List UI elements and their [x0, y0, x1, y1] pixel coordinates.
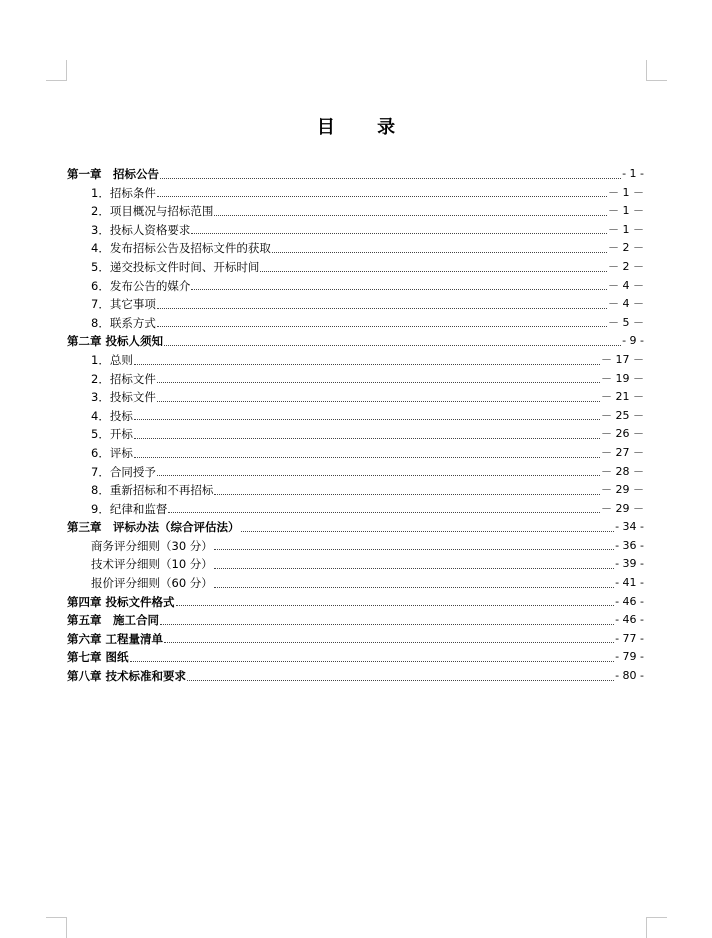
toc-page-number: - 41 - — [615, 576, 644, 590]
toc-page-number: － 25 － — [601, 408, 644, 422]
page-corner-mark-bottom-left — [46, 917, 67, 938]
toc-entry-section[interactable] — [67, 295, 644, 314]
toc-page-number: － 1 － — [608, 222, 644, 236]
toc-page-number: － 5 － — [608, 315, 644, 329]
toc-entry-title: 第六章 工程量清单 — [67, 631, 164, 646]
toc-page-number: － 2 － — [608, 259, 644, 273]
toc-dot-leader — [191, 288, 607, 290]
toc-entry-title: 4．投标 — [91, 408, 133, 423]
toc-dot-leader — [160, 177, 621, 179]
toc-entry-section[interactable] — [67, 202, 644, 221]
toc-page-number: － 4 － — [608, 297, 644, 311]
toc-dot-leader — [134, 456, 600, 458]
toc-page-number: － 19 － — [601, 371, 644, 385]
toc-dot-leader — [130, 660, 615, 662]
toc-page-number: － 17 － — [601, 352, 644, 366]
toc-page-number: - 34 - — [615, 520, 644, 534]
toc-entry-section[interactable] — [67, 388, 644, 407]
toc-entry-title: 8．重新招标和不再招标 — [91, 483, 214, 498]
toc-entry-title: 第七章 图纸 — [67, 650, 129, 665]
toc-entry-chapter[interactable] — [67, 593, 644, 612]
toc-entry-title: 1．总则 — [91, 352, 133, 367]
toc-dot-leader — [157, 474, 600, 476]
toc-entry-title: 第八章 技术标准和要求 — [67, 669, 187, 684]
toc-entry-section[interactable] — [67, 444, 644, 463]
toc-entry-title: 7．合同授予 — [91, 464, 156, 479]
toc-page-number: － 2 － — [608, 241, 644, 255]
toc-page-number: － 1 － — [608, 185, 644, 199]
toc-dot-leader — [157, 400, 600, 402]
toc-entry-chapter[interactable] — [67, 648, 644, 667]
toc-entry-title: 4．发布招标公告及招标文件的获取 — [91, 241, 271, 256]
toc-page-number: - 46 - — [615, 613, 644, 627]
toc-dot-leader — [134, 363, 600, 365]
toc-entry-chapter[interactable] — [67, 165, 644, 184]
toc-entry-section[interactable] — [67, 239, 644, 258]
toc-entry-title: 3．投标人资格要求 — [91, 222, 191, 237]
toc-entry-chapter[interactable] — [67, 611, 644, 630]
table-of-contents — [67, 165, 644, 686]
page-corner-mark-top-right — [646, 60, 667, 81]
toc-page-number: － 27 － — [601, 445, 644, 459]
toc-entry-title: 8．联系方式 — [91, 315, 156, 330]
toc-entry-section[interactable] — [67, 277, 644, 296]
toc-page-number: － 4 － — [608, 278, 644, 292]
toc-entry-chapter[interactable] — [67, 518, 644, 537]
toc-entry-title: 5．开标 — [91, 427, 133, 442]
toc-entry-title: 第四章 投标文件格式 — [67, 594, 175, 609]
toc-dot-leader — [176, 604, 615, 606]
toc-dot-leader — [157, 307, 607, 309]
toc-entry-title: 第五章 施工合同 — [67, 613, 159, 628]
toc-dot-leader — [160, 623, 614, 625]
toc-page-number: － 29 － — [601, 483, 644, 497]
toc-entry-title: 技术评分细则（10 分） — [91, 557, 213, 572]
toc-dot-leader — [214, 548, 614, 550]
toc-dot-leader — [134, 418, 600, 420]
toc-dot-leader — [187, 679, 614, 681]
toc-entry-title: 6．评标 — [91, 445, 133, 460]
toc-entry-title: 9．纪律和监督 — [91, 501, 168, 516]
toc-entry-title: 第二章 投标人须知 — [67, 334, 164, 349]
toc-dot-leader — [164, 641, 614, 643]
toc-entry-section[interactable] — [67, 184, 644, 203]
toc-page-number: － 28 － — [601, 464, 644, 478]
toc-page-number: - 46 - — [615, 594, 644, 608]
toc-entry-section[interactable] — [67, 351, 644, 370]
toc-dot-leader — [164, 344, 621, 346]
toc-entry-section[interactable] — [67, 258, 644, 277]
toc-page-number: - 79 - — [615, 650, 644, 664]
toc-page-number: - 77 - — [615, 631, 644, 645]
toc-entry-section[interactable] — [67, 481, 644, 500]
toc-entry-sub[interactable] — [67, 555, 644, 574]
toc-entry-title: 1．招标条件 — [91, 185, 156, 200]
toc-entry-title: 2．招标文件 — [91, 371, 156, 386]
toc-dot-leader — [260, 270, 607, 272]
toc-page-number: - 39 - — [615, 557, 644, 571]
toc-entry-sub[interactable] — [67, 537, 644, 556]
toc-entry-title: 第三章 评标办法（综合评估法） — [67, 520, 240, 535]
toc-entry-title: 2．项目概况与招标范围 — [91, 204, 214, 219]
toc-entry-title: 第一章 招标公告 — [67, 167, 159, 181]
page-corner-mark-bottom-right — [646, 917, 667, 938]
toc-entry-section[interactable] — [67, 463, 644, 482]
toc-entry-section[interactable] — [67, 407, 644, 426]
toc-dot-leader — [157, 325, 607, 327]
toc-entry-chapter[interactable] — [67, 630, 644, 649]
toc-dot-leader — [272, 251, 607, 253]
toc-entry-section[interactable] — [67, 314, 644, 333]
toc-entry-chapter[interactable] — [67, 332, 644, 351]
toc-entry-title: 7．其它事项 — [91, 297, 156, 312]
toc-page-number: - 36 - — [615, 538, 644, 552]
toc-dot-leader — [134, 437, 600, 439]
page-corner-mark-top-left — [46, 60, 67, 81]
toc-page-number: － 1 － — [608, 204, 644, 218]
toc-entry-sub[interactable] — [67, 574, 644, 593]
toc-dot-leader — [214, 567, 614, 569]
toc-dot-leader — [168, 511, 600, 513]
toc-entry-title: 3．投标文件 — [91, 390, 156, 405]
toc-entry-title: 6．发布公告的媒介 — [91, 278, 191, 293]
toc-entry-chapter[interactable] — [67, 667, 644, 686]
toc-dot-leader — [214, 586, 614, 588]
toc-entry-section[interactable] — [67, 425, 644, 444]
toc-entry-title: 报价评分细则（60 分） — [91, 576, 213, 591]
toc-page-number: － 29 － — [601, 501, 644, 515]
toc-dot-leader — [191, 232, 607, 234]
toc-page-number: － 21 － — [601, 390, 644, 404]
toc-entry-section[interactable] — [67, 370, 644, 389]
toc-page-number: － 26 － — [601, 427, 644, 441]
toc-dot-leader — [157, 195, 607, 197]
toc-entry-section[interactable] — [67, 500, 644, 519]
toc-dot-leader — [214, 493, 600, 495]
toc-page-number: - 80 - — [615, 669, 644, 683]
toc-entry-title: 5．递交投标文件时间、开标时间 — [91, 259, 260, 274]
toc-entry-title: 商务评分细则（30 分） — [91, 538, 213, 553]
toc-page-number: - 1 - — [622, 167, 644, 180]
toc-entry-section[interactable] — [67, 221, 644, 240]
toc-dot-leader — [214, 214, 607, 216]
toc-dot-leader — [157, 381, 600, 383]
page-title: 目 录 — [316, 117, 414, 138]
toc-page-number: - 9 - — [622, 334, 644, 348]
toc-dot-leader — [241, 530, 615, 532]
